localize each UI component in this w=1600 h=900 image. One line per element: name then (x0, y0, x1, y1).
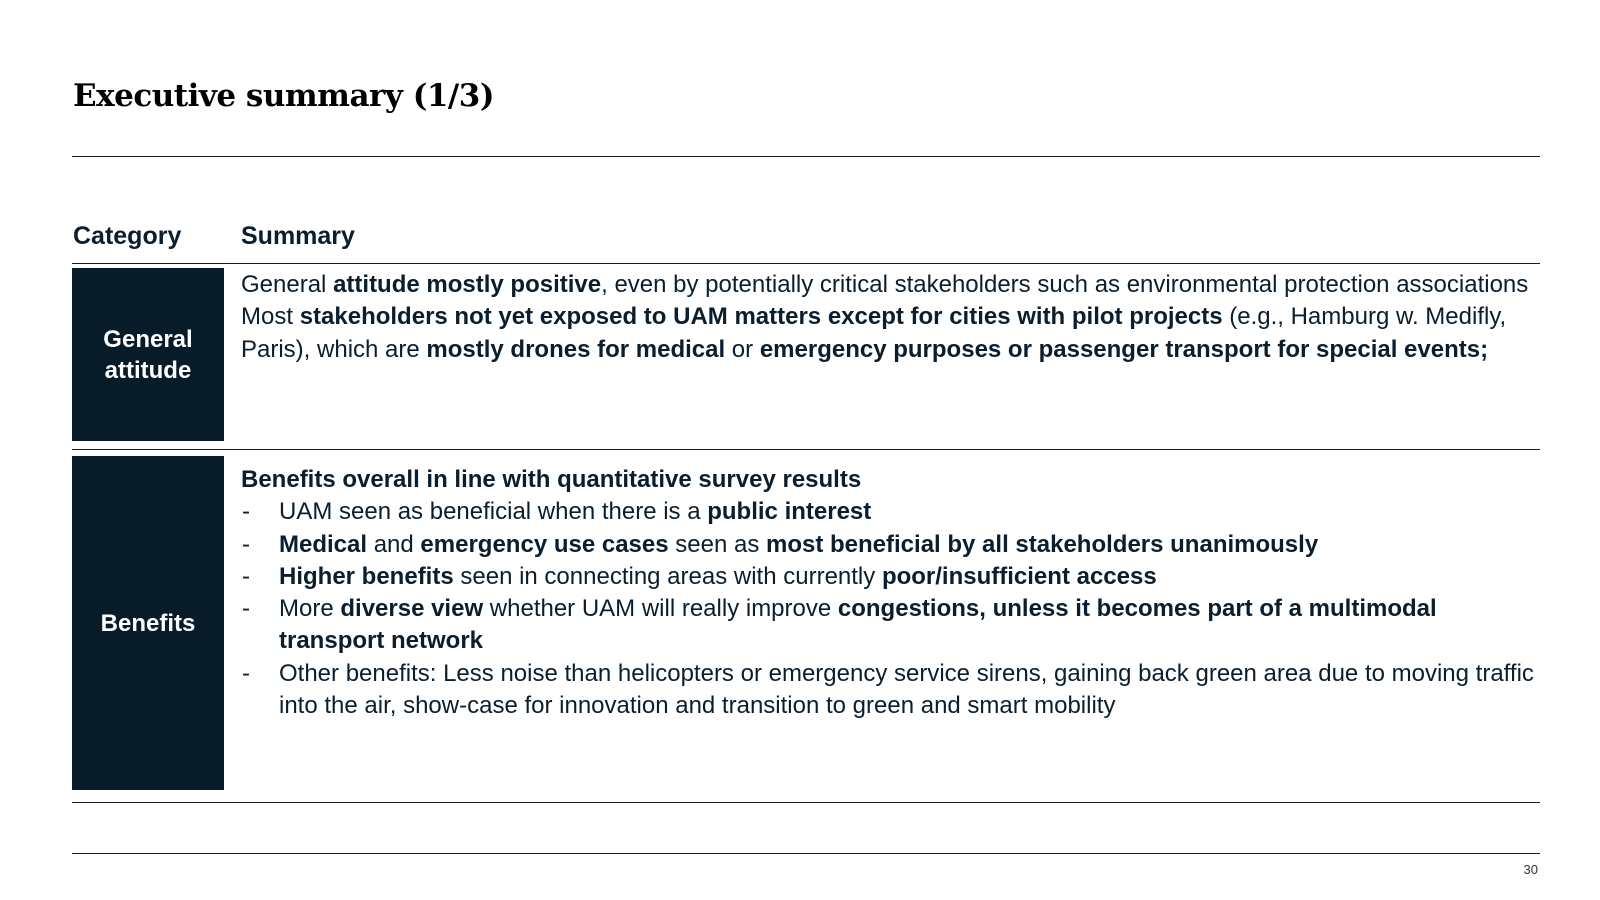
text-run: Most (241, 303, 300, 331)
bold-text: poor/insufficient access (881, 562, 1157, 590)
column-header-summary: Summary (241, 222, 355, 250)
text-run: or (725, 335, 760, 363)
footer-divider (72, 853, 1540, 854)
text-run: and (367, 530, 421, 558)
text-run: UAM seen as beneficial when there is a (279, 498, 708, 526)
bullet-marker: - (242, 562, 250, 590)
bold-text: emergency purposes or passenger transport for special events; (759, 335, 1489, 363)
summary-cell-benefits (241, 464, 1541, 722)
bold-text: Higher benefits (279, 562, 454, 590)
summary-paragraph (241, 269, 1541, 301)
column-header-category: Category (73, 222, 182, 250)
page-number: 30 (1523, 862, 1538, 877)
bold-text: emergency use cases (420, 530, 669, 558)
text-run: (e.g., Hamburg w. Medifly, Paris), which are (241, 303, 1507, 363)
bullet-item (241, 658, 1541, 723)
table-bottom-divider (72, 802, 1540, 803)
bold-text: congestions, unless it becomes part of a multimodal transport network (279, 595, 1437, 655)
bullet-item (241, 593, 1541, 658)
bullet-item (241, 561, 1541, 593)
bold-text: stakeholders not yet exposed to UAM matters except for cities with pilot projects (299, 303, 1223, 331)
bullet-marker: - (242, 530, 250, 558)
text-run: seen as (668, 530, 766, 558)
bold-text: most beneficial by all stakeholders unanimously (766, 530, 1319, 558)
bold-text: attitude mostly positive (333, 271, 602, 298)
bullet-item (241, 529, 1541, 561)
text-run: whether UAM will really improve (483, 595, 838, 623)
summary-bullets (241, 496, 1541, 722)
text-run: General (241, 271, 334, 298)
bullet-item (241, 496, 1541, 528)
summary-paragraphs (241, 269, 1541, 366)
page-title: Executive summary (1/3) (73, 78, 494, 114)
bullet-marker: - (242, 498, 250, 526)
header-divider (72, 263, 1540, 264)
text-run: , even by potentially critical stakeholders such as environmental protection associations (601, 271, 1529, 298)
bold-text: Medical (279, 530, 368, 558)
bullet-marker: - (242, 595, 250, 623)
category-cell-general-attitude (72, 268, 224, 441)
row-divider (72, 449, 1540, 450)
bold-text: mostly drones for medical (426, 335, 726, 363)
text-run: seen in connecting areas with currently (453, 562, 882, 590)
category-cell-benefits (72, 456, 224, 790)
bold-text: Benefits overall in line with quantitative survey results (241, 466, 862, 493)
summary-paragraph (241, 301, 1541, 366)
summary-paragraphs (241, 464, 1541, 496)
category-label: General attitude (103, 325, 193, 384)
title-divider (72, 156, 1540, 157)
bold-text: diverse view (340, 595, 484, 623)
text-run: More (279, 595, 341, 623)
summary-paragraph (241, 464, 1541, 496)
category-label: Benefits (100, 609, 196, 637)
bullet-marker: - (242, 659, 250, 687)
summary-cell-general-attitude (241, 269, 1541, 366)
text-run: Other benefits: Less noise than helicopters or emergency service sirens, gaining back green area due to moving traffic into the air, show-case for innovation and transition to green and smart mobility (279, 659, 1534, 720)
bold-text: public interest (707, 498, 872, 526)
